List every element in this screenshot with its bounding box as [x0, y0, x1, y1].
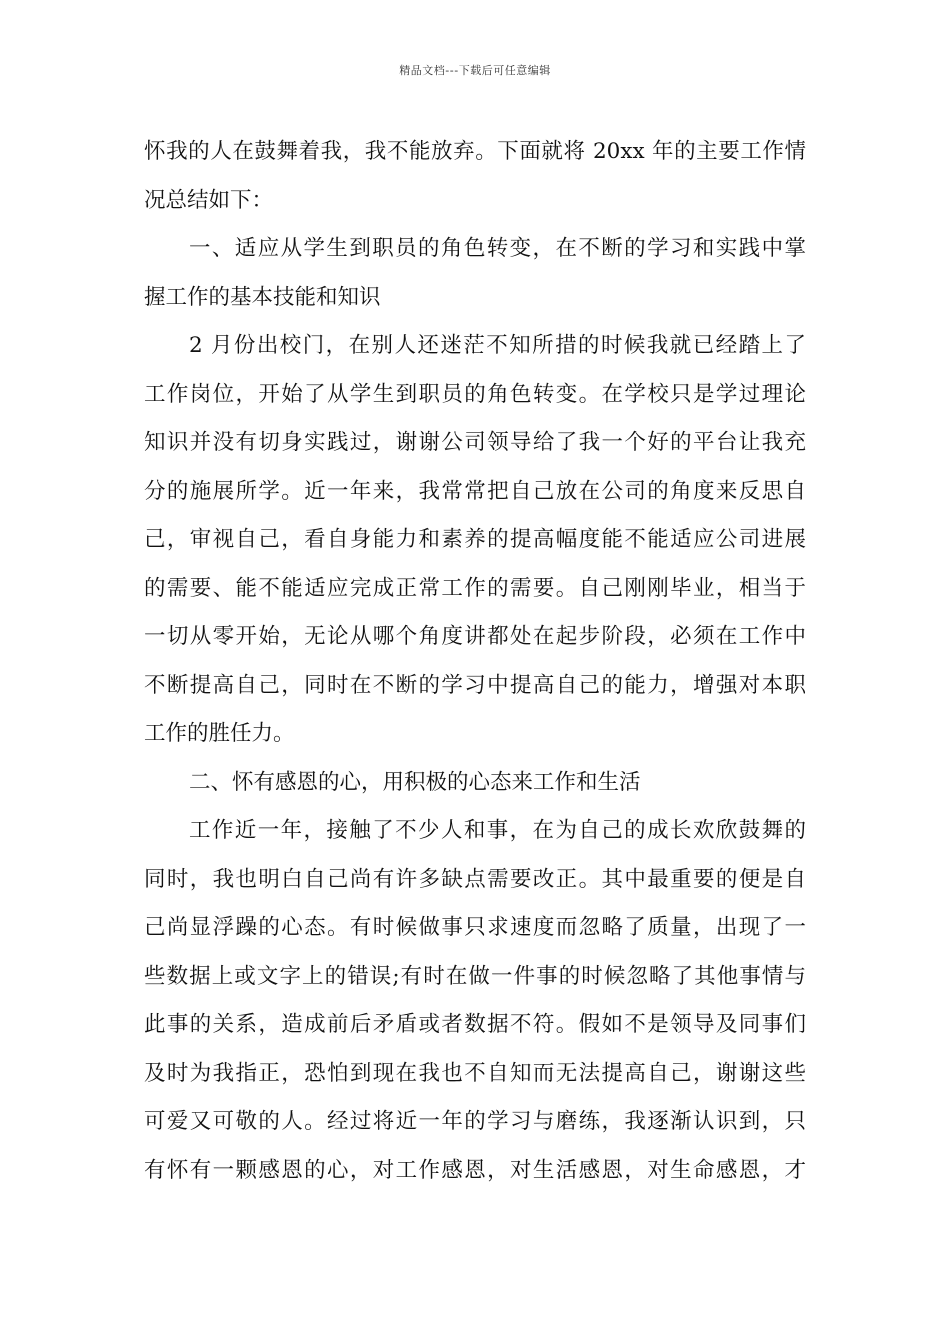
section-heading-line: 握工作的基本技能和知识 [144, 284, 381, 310]
text-line: 工作近一年，接触了不少人和事，在为自己的成长欢欣鼓舞的 [189, 818, 806, 843]
text-line: 有怀有一颗感恩的心，对工作感恩，对生活感恩，对生命感恩，才 [144, 1157, 806, 1183]
text-line: 一切从零开始，无论从哪个角度讲都处在起步阶段，必须在工作中 [144, 624, 806, 649]
text-line: 况总结如下： [144, 187, 274, 213]
text-line: 此事的关系，造成前后矛盾或者数据不符。假如不是领导及同事们 [144, 1012, 806, 1037]
text-line: 工作的胜任力。 [144, 721, 295, 746]
section-heading-line: 二、怀有感恩的心，用积极的心态来工作和生活 [189, 769, 641, 795]
document-body [144, 128, 806, 1195]
section-heading-line: 一、适应从学生到职员的角色转变，在不断的学习和实践中掌 [189, 236, 806, 261]
page-header: 精品文档---下载后可任意编辑 [399, 64, 551, 77]
text-line: 工作岗位，开始了从学生到职员的角色转变。在学校只是学过理论 [144, 381, 806, 407]
text-line: 些数据上或文字上的错误;有时在做一件事的时候忽略了其他事情与 [144, 963, 806, 989]
text-line: 知识并没有切身实践过，谢谢公司领导给了我一个好的平台让我充 [144, 430, 806, 455]
text-line: 2 月份出校门，在别人还迷茫不知所措的时候我就已经踏上了 [189, 333, 806, 358]
text-line: 己尚显浮躁的心态。有时候做事只求速度而忽略了质量，出现了一 [144, 915, 806, 940]
text-line: 不断提高自己，同时在不断的学习中提高自己的能力，增强对本职 [144, 672, 806, 698]
text-line: 可爱又可敬的人。经过将近一年的学习与磨练，我逐渐认识到，只 [144, 1109, 806, 1134]
text-line: 的需要、能不能适应完成正常工作的需要。自己刚刚毕业，相当于 [144, 575, 806, 601]
text-line: 及时为我指正，恐怕到现在我也不自知而无法提高自己，谢谢这些 [144, 1060, 806, 1086]
text-line: 怀我的人在鼓舞着我，我不能放弃。下面就将 20xx 年的主要工作情 [144, 139, 806, 164]
text-line: 同时，我也明白自己尚有许多缺点需要改正。其中最重要的便是自 [144, 866, 806, 892]
text-line: 分的施展所学。近一年来，我常常把自己放在公司的角度来反思自 [144, 478, 806, 504]
text-line: 己，审视自己，看自身能力和素养的提高幅度能不能适应公司进展 [144, 527, 806, 552]
